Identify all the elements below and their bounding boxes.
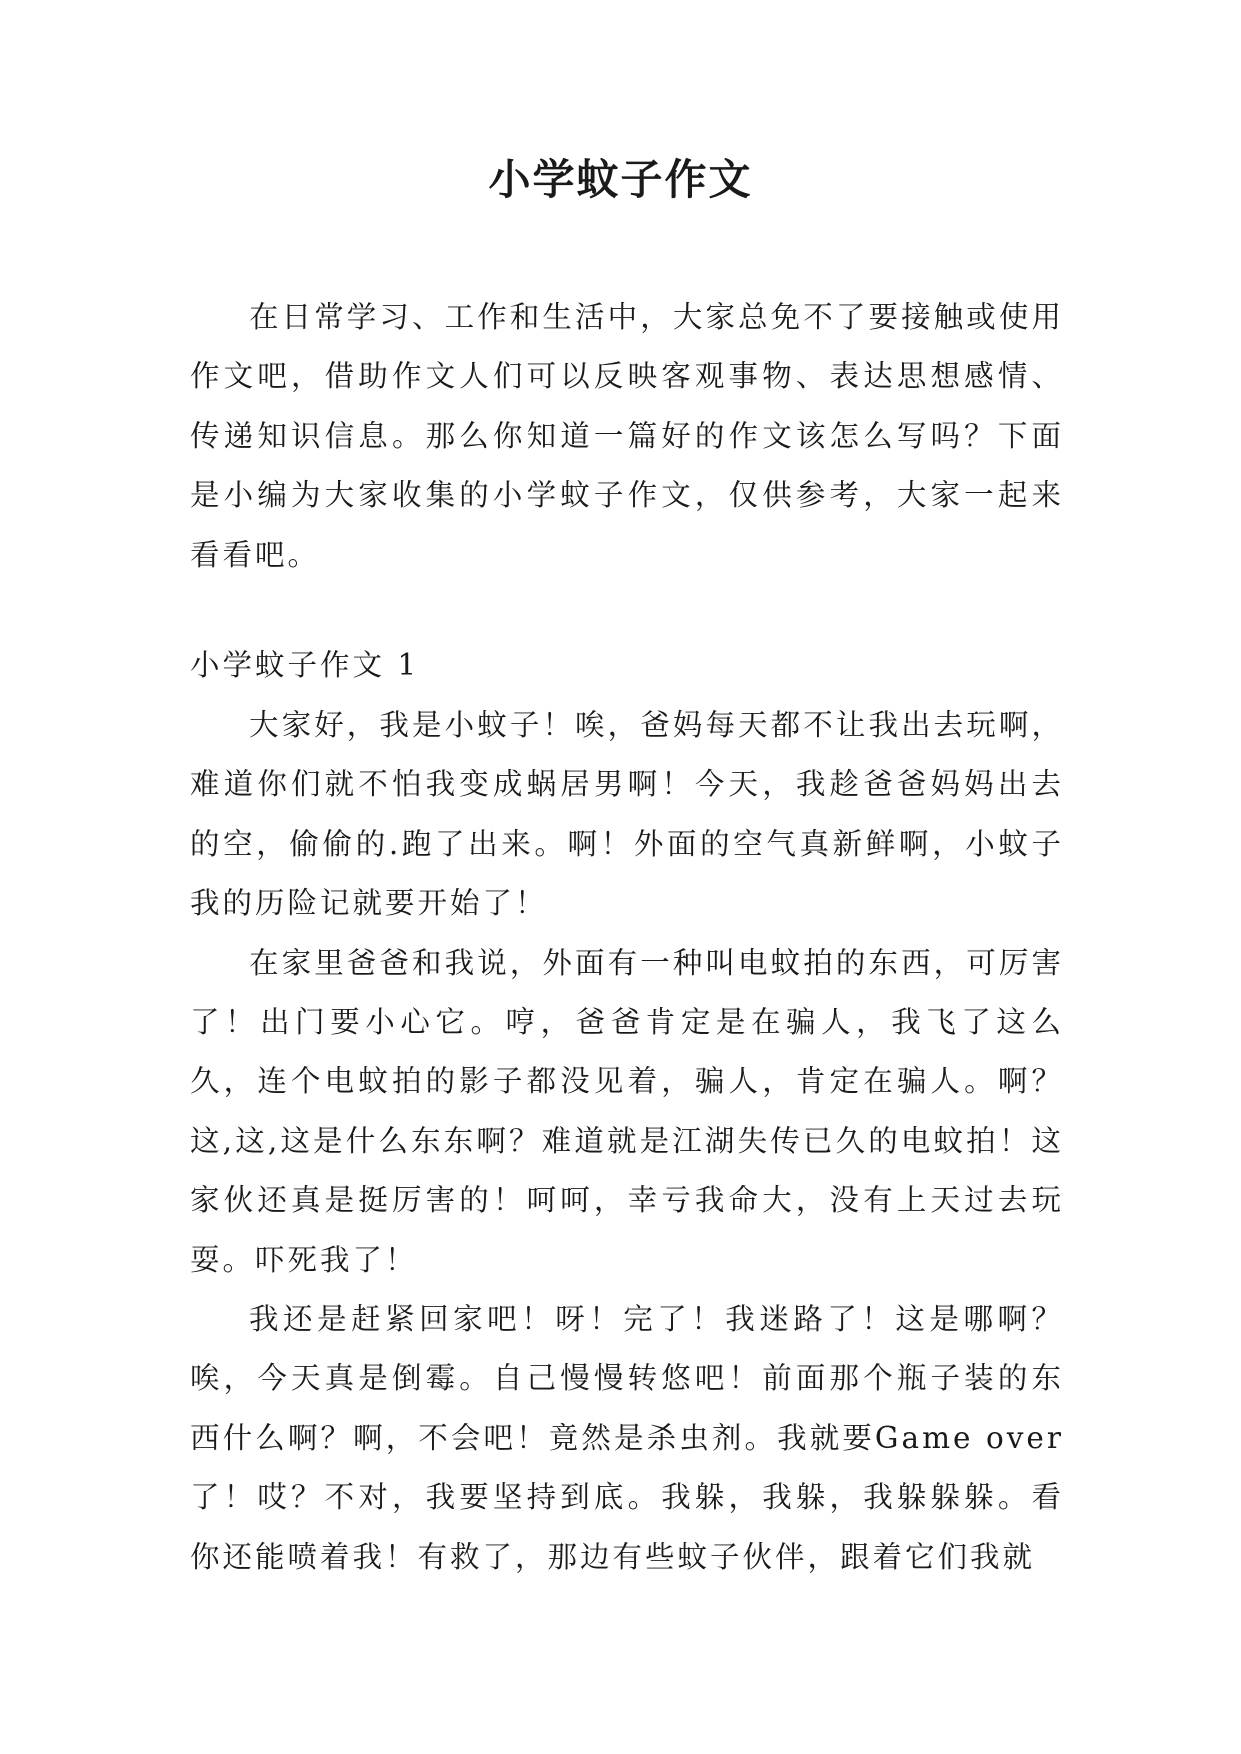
document-title: 小学蚊子作文 — [488, 155, 753, 204]
intro-section — [190, 288, 1064, 585]
section-heading: 小学蚊子作文 1 — [190, 648, 420, 682]
essay-paragraph-1: 大家好，我是小蚊子！唉，爸妈每天都不让我出去玩啊，难道你们就不怕我变成蜗居男啊！今天，我趁爸爸妈妈出去的空，偷偷的.跑了出来。啊！外面的空气真新鲜啊，小蚊子我的历险记就要开始了！ — [190, 708, 1064, 921]
intro-paragraph: 在日常学习、工作和生活中，大家总免不了要接触或使用作文吧，借助作文人们可以反映客观事物、表达思想感情、传递知识信息。那么你知道一篇好的作文该怎么写吗？下面是小编为大家收集的小学蚊子作文，仅供参考，大家一起来看看吧。 — [190, 300, 1064, 572]
essay-paragraph-3: 我还是赶紧回家吧！呀！完了！我迷路了！这是哪啊？唉，今天真是倒霉。自己慢慢转悠吧！前面那个瓶子装的东西什么啊？啊，不会吧！竟然是杀虫剂。我就要Game over了！哎？不对，我要坚持到底。我躲，我躲，我躲躲躲。看你还能喷着我！有救了，那边有些蚊子伙伴，跟着它们我就 — [190, 1302, 1064, 1574]
essay-body — [190, 696, 1064, 1587]
essay-paragraph-2: 在家里爸爸和我说，外面有一种叫电蚊拍的东西，可厉害了！出门要小心它。哼，爸爸肯定是在骗人，我飞了这么久，连个电蚊拍的影子都没见着，骗人，肯定在骗人。啊？这,这,这是什么东东啊？难道就是江湖失传已久的电蚊拍！这家伙还真是挺厉害的！呵呵，幸亏我命大，没有上天过去玩耍。吓死我了！ — [190, 945, 1064, 1277]
